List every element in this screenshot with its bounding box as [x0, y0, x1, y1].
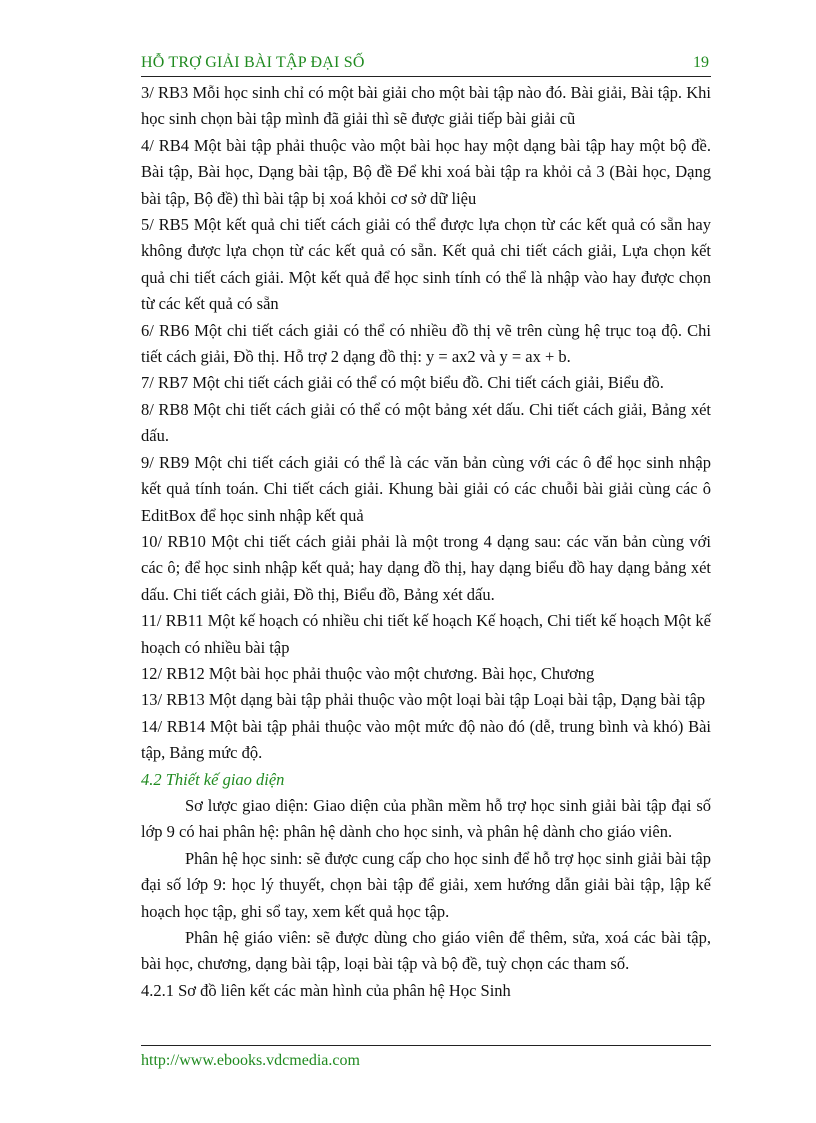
footer-divider [141, 1045, 711, 1046]
page-body [141, 80, 711, 1004]
rule-paragraph-rb3: 3/ RB3 Mỗi học sinh chỉ có một bài giải cho một bài tập nào đó. Bài giải, Bài tập. Khi học sinh chọn bài tập mình đã giải thì sẽ được giải tiếp bài giải cũ [141, 83, 711, 129]
student-module-paragraph: Phân hệ học sinh: sẽ được cung cấp cho học sinh để hỗ trợ học sinh giải bài tập đại số lớp 9: học lý thuyết, chọn bài tập để giải, xem hướng dẫn giải bài tập, lập kế hoạch học tập, ghi sổ tay, xem kết quả học tập. [141, 848, 711, 921]
rule-paragraph-rb5: 5/ RB5 Một kết quả chi tiết cách giải có thể được lựa chọn từ các kết quả có sẵn hay không được lựa chọn từ các kết quả có sẵn. Kết quả chi tiết cách giải, Lựa chọn kết quả chi tiết cách giải. Một kết quả để học sinh tính có thể là nhập vào hay được chọn từ các kết quả có sẵn [141, 215, 711, 314]
rule-paragraph-rb10: 10/ RB10 Một chi tiết cách giải phải là một trong 4 dạng sau: các văn bản cùng với các ô; để học sinh nhập kết quả; hay dạng đồ thị, hay dạng biểu đồ hay dạng bảng xét dấu. Chi tiết cách giải, Đồ thị, Biểu đồ, Bảng xét dấu. [141, 531, 711, 604]
header-title: HỖ TRỢ GIẢI BÀI TẬP ĐẠI SỐ [141, 54, 365, 71]
teacher-module-paragraph: Phân hệ giáo viên: sẽ được dùng cho giáo viên để thêm, sửa, xoá các bài tập, bài học, chương, dạng bài tập, loại bài tập và bộ đề, tuỳ chọn các tham số. [141, 928, 711, 974]
rule-paragraph-rb14: 14/ RB14 Một bài tập phải thuộc vào một mức độ nào đó (dễ, trung bình và khó) Bài tập, Bảng mức độ. [141, 716, 711, 763]
header-divider [141, 76, 711, 77]
rule-paragraph-rb8: 8/ RB8 Một chi tiết cách giải có thể có một bảng xét dấu. Chi tiết cách giải, Bảng xét dấu. [141, 399, 711, 446]
rule-paragraph-rb9: 9/ RB9 Một chi tiết cách giải có thể là các văn bản cùng với các ô để học sinh nhập kết quả tính toán. Chi tiết cách giải. Khung bài giải có các chuỗi bài giải cùng các ô EditBox để học sinh nhập kết quả [141, 452, 711, 525]
rule-paragraph-rb4: 4/ RB4 Một bài tập phải thuộc vào một bài học hay một dạng bài tập hay một bộ đề. Bài tập, Bài học, Dạng bài tập, Bộ đề Để khi xoá bài tập ra khỏi cả 3 (Bài học, Dạng bài tập, Bộ đề) thì bài tập bị xoá khỏi cơ sở dữ liệu [141, 135, 711, 208]
subsection-heading: 4.2.1 Sơ đồ liên kết các màn hình của phân hệ Học Sinh [141, 980, 511, 1000]
rule-paragraph-rb11: 11/ RB11 Một kế hoạch có nhiều chi tiết kế hoạch Kế hoạch, Chi tiết kế hoạch Một kế hoạch có nhiều bài tập [141, 611, 711, 657]
footer-url-link[interactable]: http://www.ebooks.vdcmedia.com [141, 1052, 360, 1069]
rule-paragraph-rb13: 13/ RB13 Một dạng bài tập phải thuộc vào một loại bài tập Loại bài tập, Dạng bài tập [141, 690, 706, 710]
rule-paragraph-rb12: 12/ RB12 Một bài học phải thuộc vào một chương. Bài học, Chương [141, 663, 595, 683]
section-heading: 4.2 Thiết kế giao diện [141, 769, 285, 789]
overview-paragraph: Sơ lược giao diện: Giao diện của phần mềm hỗ trợ học sinh giải bài tập đại số lớp 9 có hai phân hệ: phân hệ dành cho học sinh, và phân hệ dành cho giáo viên. [141, 795, 711, 842]
page-number: 19 [693, 54, 709, 71]
rule-paragraph-rb7: 7/ RB7 Một chi tiết cách giải có thể có một biểu đồ. Chi tiết cách giải, Biểu đồ. [141, 373, 664, 393]
page-header [141, 50, 711, 76]
rule-paragraph-rb6: 6/ RB6 Một chi tiết cách giải có thể có nhiều đồ thị vẽ trên cùng hệ trục toạ độ. Chi tiết cách giải, Đồ thị. Hỗ trợ 2 dạng đồ thị: y = ax2 và y = ax + b. [141, 320, 711, 367]
